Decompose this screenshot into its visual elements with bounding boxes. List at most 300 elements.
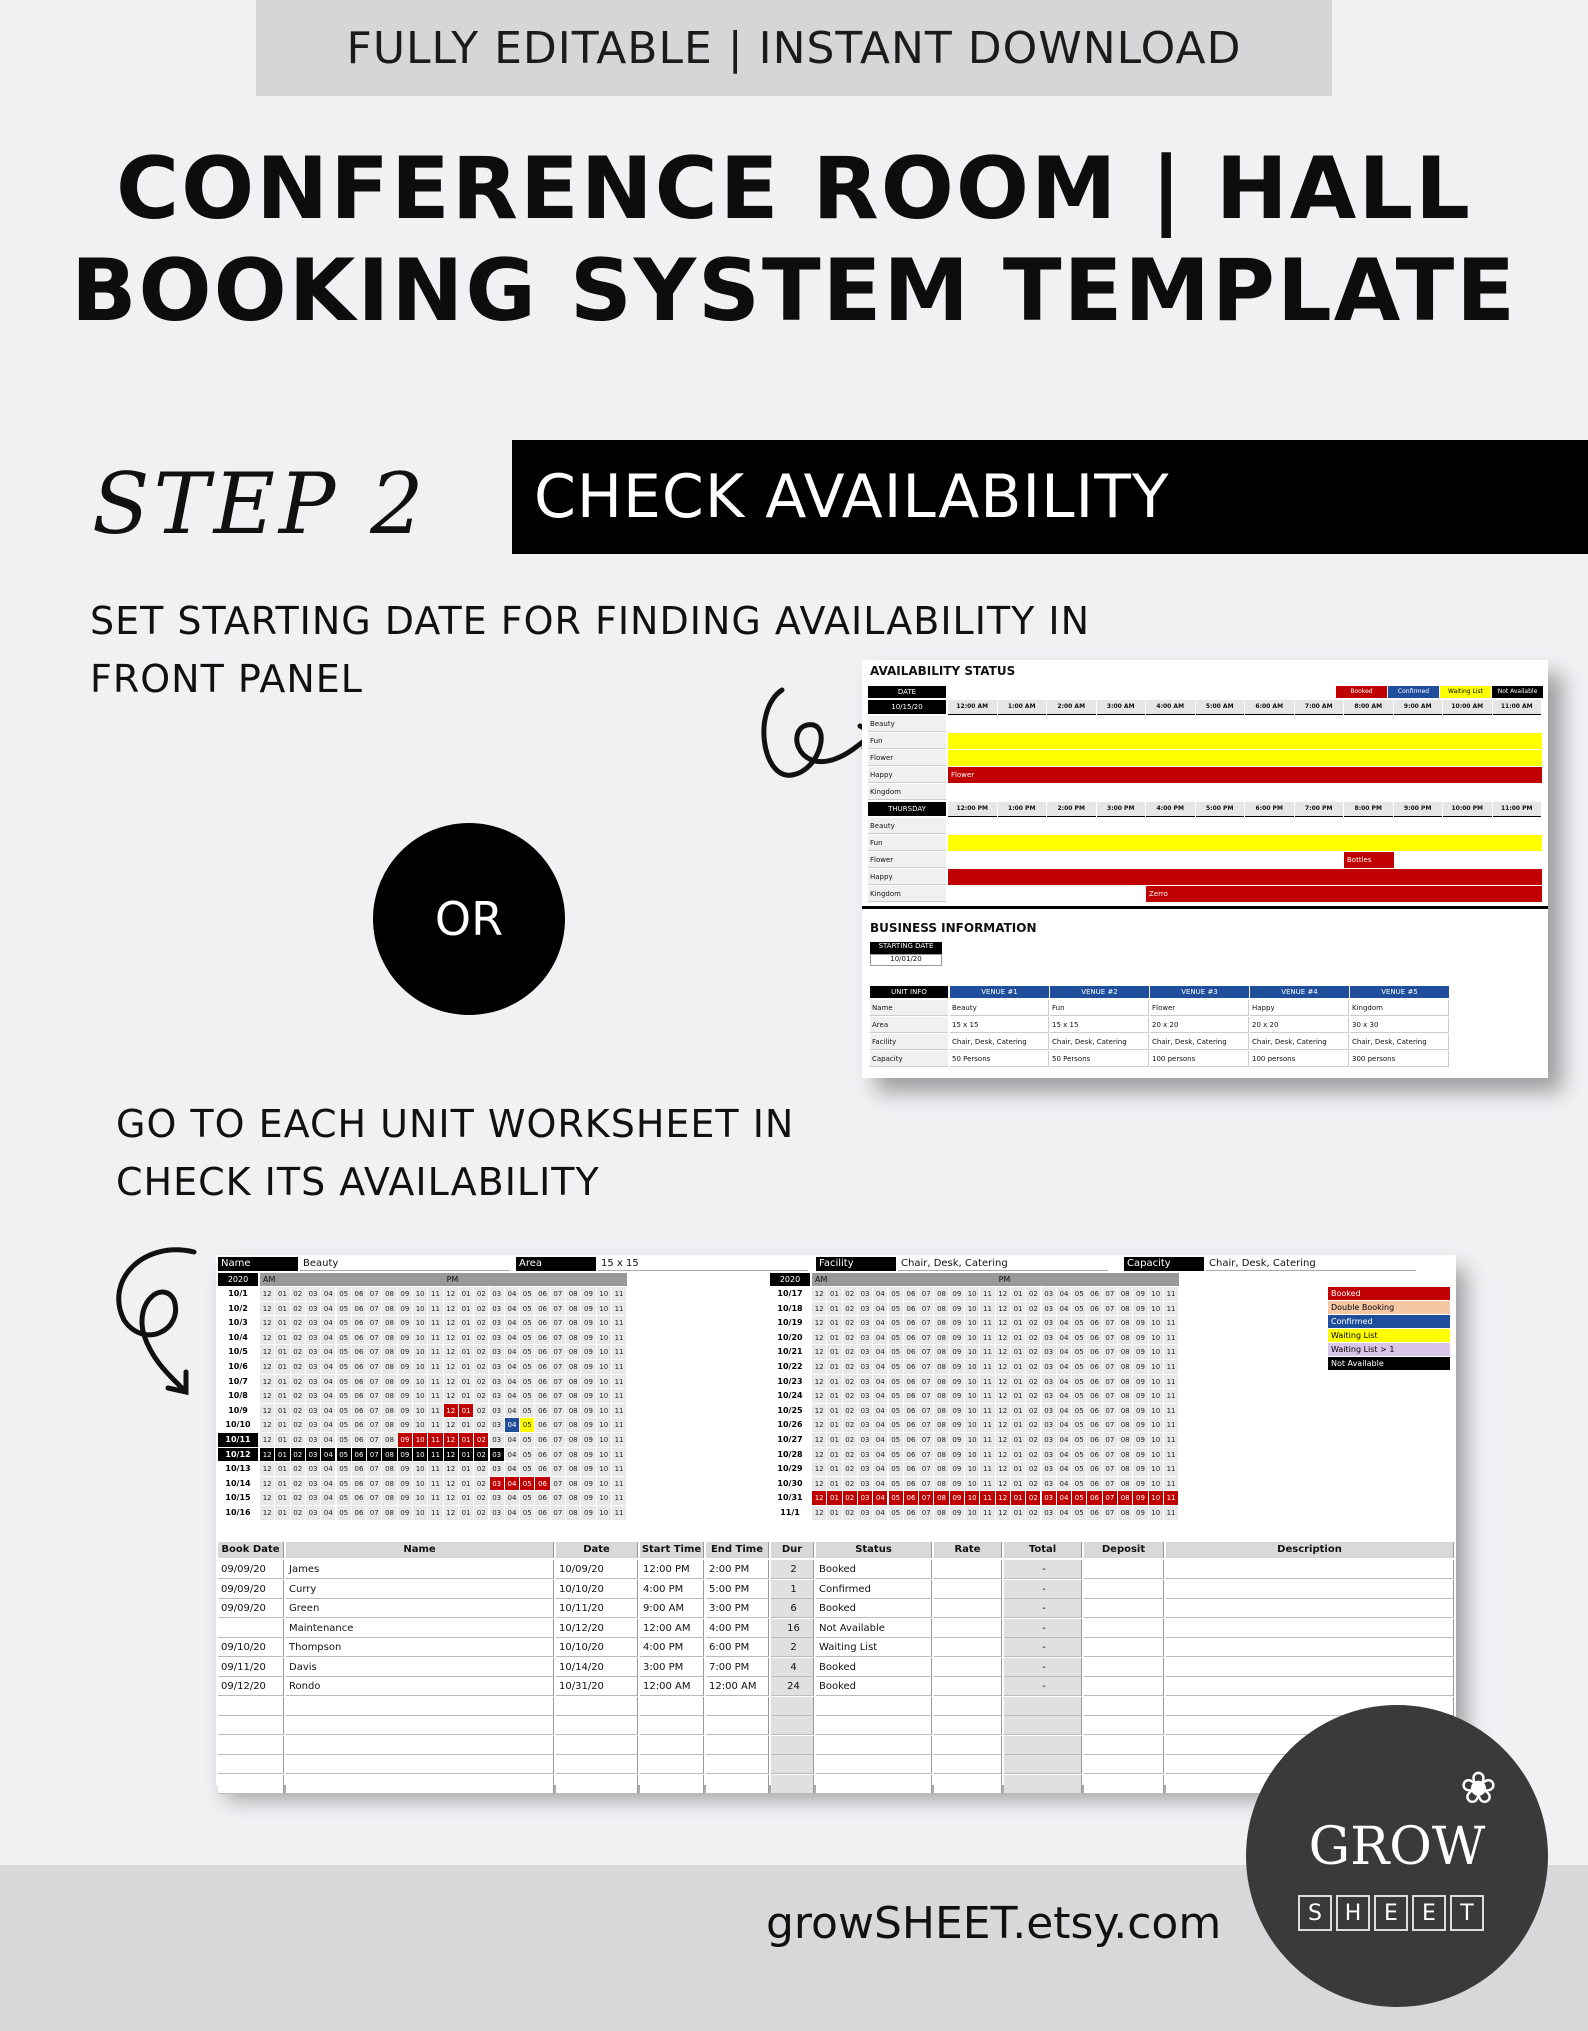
hour-cell[interactable]: 09 <box>1133 1287 1147 1301</box>
hour-cell[interactable]: 04 <box>873 1462 887 1476</box>
hour-cell[interactable]: 08 <box>1118 1287 1132 1301</box>
hour-cell[interactable]: 05 <box>337 1316 351 1330</box>
hour-cell[interactable]: 10 <box>965 1316 979 1330</box>
hour-cell[interactable]: 06 <box>535 1375 549 1389</box>
hour-cell[interactable]: 08 <box>934 1345 948 1359</box>
hour-cell[interactable]: 02 <box>291 1287 305 1301</box>
empty-cell[interactable] <box>286 1775 554 1794</box>
hour-cell[interactable]: 07 <box>1103 1491 1117 1505</box>
hour-cell[interactable]: 03 <box>490 1462 504 1476</box>
hour-cell[interactable]: 07 <box>551 1287 565 1301</box>
hour-cell[interactable]: 11 <box>428 1389 442 1403</box>
hour-cell[interactable]: 01 <box>827 1506 841 1520</box>
hour-cell[interactable]: 05 <box>889 1302 903 1316</box>
hour-cell[interactable]: 06 <box>535 1287 549 1301</box>
hour-cell[interactable]: 10 <box>1149 1360 1163 1374</box>
hour-cell[interactable]: 03 <box>490 1360 504 1374</box>
hour-cell[interactable]: 07 <box>551 1448 565 1462</box>
hour-cell[interactable]: 05 <box>1072 1491 1086 1505</box>
hour-cell[interactable]: 03 <box>1042 1433 1056 1447</box>
hour-cell[interactable]: 07 <box>367 1491 381 1505</box>
table-cell[interactable]: Booked <box>816 1560 932 1579</box>
hour-cell[interactable]: 01 <box>1011 1302 1025 1316</box>
hour-cell[interactable]: 11 <box>428 1448 442 1462</box>
hour-cell[interactable]: 08 <box>566 1418 580 1432</box>
empty-cell[interactable] <box>706 1775 769 1794</box>
hour-cell[interactable]: 01 <box>1011 1316 1025 1330</box>
hour-cell[interactable]: 08 <box>566 1491 580 1505</box>
hour-cell[interactable]: 06 <box>904 1302 918 1316</box>
hour-cell[interactable]: 11 <box>1164 1418 1178 1432</box>
hour-cell[interactable]: 02 <box>843 1331 857 1345</box>
hour-cell[interactable]: 12 <box>260 1433 274 1447</box>
table-cell[interactable] <box>1084 1560 1164 1579</box>
hour-cell[interactable]: 05 <box>520 1477 534 1491</box>
cal-date[interactable]: 10/9 <box>218 1404 258 1418</box>
hour-cell[interactable]: 03 <box>490 1491 504 1505</box>
hour-cell[interactable]: 03 <box>306 1345 320 1359</box>
hour-cell[interactable]: 07 <box>367 1287 381 1301</box>
hour-cell[interactable]: 06 <box>535 1302 549 1316</box>
hour-cell[interactable]: 06 <box>535 1316 549 1330</box>
hour-cell[interactable]: 10 <box>413 1448 427 1462</box>
hour-cell[interactable]: 12 <box>444 1375 458 1389</box>
hour-cell[interactable]: 02 <box>843 1360 857 1374</box>
hour-cell[interactable]: 02 <box>474 1477 488 1491</box>
hour-cell[interactable]: 09 <box>1133 1418 1147 1432</box>
hour-cell[interactable]: 10 <box>965 1287 979 1301</box>
hour-cell[interactable]: 05 <box>520 1360 534 1374</box>
hour-cell[interactable]: 02 <box>1026 1462 1040 1476</box>
hour-cell[interactable]: 08 <box>1118 1331 1132 1345</box>
hour-cell[interactable]: 04 <box>321 1360 335 1374</box>
hour-cell[interactable]: 01 <box>459 1316 473 1330</box>
hour-cell[interactable]: 01 <box>459 1433 473 1447</box>
hour-cell[interactable]: 08 <box>566 1302 580 1316</box>
hour-cell[interactable]: 02 <box>843 1418 857 1432</box>
hour-cell[interactable]: 04 <box>321 1462 335 1476</box>
hour-cell[interactable]: 11 <box>612 1302 626 1316</box>
hour-cell[interactable]: 08 <box>934 1389 948 1403</box>
table-cell[interactable] <box>1084 1580 1164 1599</box>
hour-cell[interactable]: 08 <box>566 1462 580 1476</box>
hour-cell[interactable]: 03 <box>858 1345 872 1359</box>
unit-info-value[interactable]: Chair, Desk, Catering <box>898 1257 1108 1271</box>
hour-cell[interactable]: 05 <box>520 1331 534 1345</box>
hour-cell[interactable]: 07 <box>1103 1462 1117 1476</box>
table-cell[interactable]: 10/12/20 <box>556 1619 638 1638</box>
hour-cell[interactable]: 04 <box>1057 1404 1071 1418</box>
hour-cell[interactable]: 10 <box>597 1491 611 1505</box>
hour-cell[interactable]: 10 <box>1149 1302 1163 1316</box>
hour-cell[interactable]: 04 <box>1057 1331 1071 1345</box>
hour-cell[interactable]: 08 <box>934 1331 948 1345</box>
info-cell[interactable]: Chair, Desk, Catering <box>1050 1034 1149 1050</box>
hour-cell[interactable]: 11 <box>1164 1462 1178 1476</box>
hour-cell[interactable]: 09 <box>950 1375 964 1389</box>
hour-cell[interactable]: 04 <box>873 1302 887 1316</box>
hour-cell[interactable]: 04 <box>505 1375 519 1389</box>
hour-cell[interactable]: 04 <box>1057 1375 1071 1389</box>
hour-cell[interactable]: 02 <box>843 1462 857 1476</box>
hour-cell[interactable]: 04 <box>873 1345 887 1359</box>
hour-cell[interactable]: 04 <box>1057 1345 1071 1359</box>
hour-cell[interactable]: 07 <box>367 1302 381 1316</box>
hour-cell[interactable]: 04 <box>873 1418 887 1432</box>
table-cell[interactable]: 10/09/20 <box>556 1560 638 1579</box>
cal-date[interactable]: 10/30 <box>770 1477 810 1491</box>
table-cell[interactable]: 4 <box>771 1658 814 1677</box>
table-cell[interactable]: 3:00 PM <box>640 1658 704 1677</box>
hour-cell[interactable]: 11 <box>428 1462 442 1476</box>
info-cell[interactable]: Fun <box>1050 1000 1149 1016</box>
hour-cell[interactable]: 02 <box>843 1433 857 1447</box>
table-cell[interactable]: Confirmed <box>816 1580 932 1599</box>
cal-date[interactable]: 10/12 <box>218 1448 258 1462</box>
hour-cell[interactable]: 01 <box>1011 1375 1025 1389</box>
hour-cell[interactable]: 12 <box>260 1477 274 1491</box>
hour-cell[interactable]: 03 <box>1042 1448 1056 1462</box>
table-cell[interactable]: - <box>1004 1560 1082 1579</box>
hour-cell[interactable]: 12 <box>444 1404 458 1418</box>
table-cell[interactable]: 09/09/20 <box>218 1580 284 1599</box>
hour-cell[interactable]: 12 <box>812 1389 826 1403</box>
hour-cell[interactable]: 05 <box>337 1360 351 1374</box>
hour-cell[interactable]: 04 <box>873 1331 887 1345</box>
hour-cell[interactable]: 04 <box>1057 1389 1071 1403</box>
hour-cell[interactable]: 09 <box>950 1418 964 1432</box>
hour-cell[interactable]: 03 <box>306 1287 320 1301</box>
hour-cell[interactable]: 05 <box>1072 1287 1086 1301</box>
hour-cell[interactable]: 01 <box>459 1287 473 1301</box>
hour-cell[interactable]: 07 <box>919 1448 933 1462</box>
hour-cell[interactable]: 06 <box>1087 1375 1101 1389</box>
table-cell[interactable]: 12:00 PM <box>640 1560 704 1579</box>
hour-cell[interactable]: 09 <box>581 1287 595 1301</box>
hour-cell[interactable]: 03 <box>858 1433 872 1447</box>
hour-cell[interactable]: 09 <box>581 1491 595 1505</box>
hour-cell[interactable]: 03 <box>490 1302 504 1316</box>
hour-cell[interactable]: 08 <box>382 1375 396 1389</box>
cal-date[interactable]: 10/31 <box>770 1491 810 1505</box>
empty-cell[interactable] <box>816 1775 932 1794</box>
hour-cell[interactable]: 04 <box>321 1491 335 1505</box>
hour-cell[interactable]: 11 <box>980 1506 994 1520</box>
hour-cell[interactable]: 11 <box>428 1360 442 1374</box>
hour-cell[interactable]: 06 <box>904 1418 918 1432</box>
hour-cell[interactable]: 04 <box>1057 1287 1071 1301</box>
hour-cell[interactable]: 01 <box>1011 1404 1025 1418</box>
hour-cell[interactable]: 03 <box>858 1491 872 1505</box>
hour-cell[interactable]: 11 <box>612 1404 626 1418</box>
hour-cell[interactable]: 11 <box>1164 1477 1178 1491</box>
hour-cell[interactable]: 10 <box>1149 1462 1163 1476</box>
hour-cell[interactable]: 03 <box>858 1477 872 1491</box>
hour-cell[interactable]: 12 <box>812 1491 826 1505</box>
hour-cell[interactable]: 03 <box>490 1418 504 1432</box>
hour-cell[interactable]: 03 <box>1042 1462 1056 1476</box>
hour-cell[interactable]: 01 <box>275 1302 289 1316</box>
hour-cell[interactable]: 07 <box>551 1462 565 1476</box>
hour-cell[interactable]: 10 <box>1149 1345 1163 1359</box>
hour-cell[interactable]: 05 <box>337 1389 351 1403</box>
hour-cell[interactable]: 09 <box>950 1491 964 1505</box>
table-cell[interactable]: 09/12/20 <box>218 1677 284 1696</box>
hour-cell[interactable]: 09 <box>1133 1389 1147 1403</box>
hour-cell[interactable]: 10 <box>1149 1418 1163 1432</box>
hour-cell[interactable]: 03 <box>490 1433 504 1447</box>
hour-cell[interactable]: 08 <box>382 1287 396 1301</box>
hour-cell[interactable]: 03 <box>1042 1491 1056 1505</box>
hour-cell[interactable]: 10 <box>597 1302 611 1316</box>
starting-date-input[interactable]: 10/01/20 <box>870 954 942 966</box>
hour-cell[interactable]: 05 <box>520 1448 534 1462</box>
hour-cell[interactable]: 08 <box>382 1462 396 1476</box>
hour-cell[interactable]: 02 <box>291 1462 305 1476</box>
hour-cell[interactable]: 06 <box>535 1506 549 1520</box>
hour-cell[interactable]: 01 <box>827 1477 841 1491</box>
table-cell[interactable] <box>934 1560 1002 1579</box>
hour-cell[interactable]: 05 <box>1072 1433 1086 1447</box>
hour-cell[interactable]: 03 <box>1042 1404 1056 1418</box>
hour-cell[interactable]: 12 <box>444 1331 458 1345</box>
cal-date[interactable]: 10/6 <box>218 1360 258 1374</box>
hour-cell[interactable]: 10 <box>597 1418 611 1432</box>
hour-cell[interactable]: 02 <box>474 1462 488 1476</box>
table-cell[interactable]: 09/09/20 <box>218 1599 284 1618</box>
hour-cell[interactable]: 06 <box>352 1360 366 1374</box>
hour-cell[interactable]: 07 <box>1103 1433 1117 1447</box>
table-cell[interactable] <box>1166 1619 1454 1638</box>
hour-cell[interactable]: 10 <box>1149 1404 1163 1418</box>
hour-cell[interactable]: 01 <box>275 1345 289 1359</box>
hour-cell[interactable]: 11 <box>1164 1375 1178 1389</box>
hour-cell[interactable]: 01 <box>1011 1448 1025 1462</box>
hour-cell[interactable]: 12 <box>812 1462 826 1476</box>
empty-cell[interactable] <box>706 1716 769 1735</box>
table-cell[interactable]: 1 <box>771 1580 814 1599</box>
hour-cell[interactable]: 04 <box>505 1433 519 1447</box>
table-cell[interactable] <box>1166 1580 1454 1599</box>
hour-cell[interactable]: 09 <box>398 1316 412 1330</box>
hour-cell[interactable]: 10 <box>965 1345 979 1359</box>
hour-cell[interactable]: 06 <box>904 1331 918 1345</box>
hour-cell[interactable]: 12 <box>260 1360 274 1374</box>
hour-cell[interactable]: 09 <box>950 1316 964 1330</box>
hour-cell[interactable]: 10 <box>413 1360 427 1374</box>
hour-cell[interactable]: 12 <box>444 1448 458 1462</box>
hour-cell[interactable]: 04 <box>505 1345 519 1359</box>
hour-cell[interactable]: 01 <box>827 1433 841 1447</box>
hour-cell[interactable]: 02 <box>1026 1375 1040 1389</box>
hour-cell[interactable]: 03 <box>1042 1389 1056 1403</box>
cal-date[interactable]: 10/28 <box>770 1448 810 1462</box>
hour-cell[interactable]: 02 <box>291 1360 305 1374</box>
hour-cell[interactable]: 07 <box>551 1418 565 1432</box>
table-cell[interactable]: Curry <box>286 1580 554 1599</box>
hour-cell[interactable]: 01 <box>827 1360 841 1374</box>
hour-cell[interactable]: 07 <box>919 1375 933 1389</box>
hour-cell[interactable]: 07 <box>919 1316 933 1330</box>
hour-cell[interactable]: 04 <box>1057 1433 1071 1447</box>
hour-cell[interactable]: 04 <box>873 1316 887 1330</box>
hour-cell[interactable]: 04 <box>873 1477 887 1491</box>
hour-cell[interactable]: 02 <box>843 1316 857 1330</box>
hour-cell[interactable]: 04 <box>873 1506 887 1520</box>
hour-cell[interactable]: 05 <box>337 1345 351 1359</box>
hour-cell[interactable]: 02 <box>291 1448 305 1462</box>
hour-cell[interactable]: 09 <box>398 1389 412 1403</box>
hour-cell[interactable]: 12 <box>260 1448 274 1462</box>
hour-cell[interactable]: 03 <box>306 1404 320 1418</box>
empty-cell[interactable] <box>1004 1736 1082 1755</box>
hour-cell[interactable]: 05 <box>337 1302 351 1316</box>
hour-cell[interactable]: 02 <box>291 1433 305 1447</box>
info-cell[interactable]: 50 Persons <box>950 1051 1049 1067</box>
hour-cell[interactable]: 01 <box>275 1360 289 1374</box>
hour-cell[interactable]: 01 <box>1011 1331 1025 1345</box>
hour-cell[interactable]: 07 <box>367 1477 381 1491</box>
hour-cell[interactable]: 08 <box>1118 1433 1132 1447</box>
empty-cell[interactable] <box>218 1716 284 1735</box>
empty-cell[interactable] <box>771 1736 814 1755</box>
hour-cell[interactable]: 05 <box>337 1462 351 1476</box>
table-cell[interactable]: 12:00 AM <box>640 1677 704 1696</box>
hour-cell[interactable]: 11 <box>612 1375 626 1389</box>
hour-cell[interactable]: 04 <box>505 1404 519 1418</box>
hour-cell[interactable]: 07 <box>1103 1506 1117 1520</box>
hour-cell[interactable]: 01 <box>1011 1418 1025 1432</box>
hour-cell[interactable]: 02 <box>474 1404 488 1418</box>
hour-cell[interactable]: 05 <box>1072 1375 1086 1389</box>
hour-cell[interactable]: 03 <box>858 1302 872 1316</box>
hour-cell[interactable]: 11 <box>612 1491 626 1505</box>
hour-cell[interactable]: 10 <box>597 1375 611 1389</box>
hour-cell[interactable]: 07 <box>1103 1448 1117 1462</box>
table-cell[interactable] <box>934 1638 1002 1657</box>
hour-cell[interactable]: 01 <box>275 1462 289 1476</box>
hour-cell[interactable]: 07 <box>367 1448 381 1462</box>
table-cell[interactable] <box>1166 1658 1454 1677</box>
hour-cell[interactable]: 09 <box>1133 1375 1147 1389</box>
hour-cell[interactable]: 12 <box>996 1316 1010 1330</box>
hour-cell[interactable]: 06 <box>1087 1316 1101 1330</box>
hour-cell[interactable]: 12 <box>260 1462 274 1476</box>
hour-cell[interactable]: 10 <box>413 1287 427 1301</box>
hour-cell[interactable]: 08 <box>382 1302 396 1316</box>
hour-cell[interactable]: 06 <box>1087 1433 1101 1447</box>
hour-cell[interactable]: 06 <box>352 1345 366 1359</box>
hour-cell[interactable]: 09 <box>581 1418 595 1432</box>
hour-cell[interactable]: 01 <box>459 1418 473 1432</box>
info-cell[interactable]: 20 x 20 <box>1250 1017 1349 1033</box>
hour-cell[interactable]: 09 <box>1133 1462 1147 1476</box>
hour-cell[interactable]: 02 <box>474 1287 488 1301</box>
hour-cell[interactable]: 10 <box>965 1433 979 1447</box>
hour-cell[interactable]: 10 <box>965 1302 979 1316</box>
hour-cell[interactable]: 09 <box>1133 1404 1147 1418</box>
cal-date[interactable]: 10/19 <box>770 1316 810 1330</box>
table-cell[interactable]: 9:00 AM <box>640 1599 704 1618</box>
hour-cell[interactable]: 09 <box>950 1404 964 1418</box>
hour-cell[interactable]: 01 <box>275 1506 289 1520</box>
hour-cell[interactable]: 09 <box>398 1462 412 1476</box>
empty-cell[interactable] <box>286 1755 554 1774</box>
empty-cell[interactable] <box>771 1755 814 1774</box>
hour-cell[interactable]: 04 <box>321 1331 335 1345</box>
info-cell[interactable]: Chair, Desk, Catering <box>1250 1034 1349 1050</box>
hour-cell[interactable]: 04 <box>505 1360 519 1374</box>
hour-cell[interactable]: 07 <box>919 1491 933 1505</box>
hour-cell[interactable]: 01 <box>275 1404 289 1418</box>
empty-cell[interactable] <box>286 1736 554 1755</box>
hour-cell[interactable]: 08 <box>382 1316 396 1330</box>
cal-date[interactable]: 10/5 <box>218 1345 258 1359</box>
hour-cell[interactable]: 04 <box>1057 1316 1071 1330</box>
hour-cell[interactable]: 06 <box>352 1302 366 1316</box>
table-cell[interactable] <box>1166 1599 1454 1618</box>
hour-cell[interactable]: 12 <box>812 1404 826 1418</box>
hour-cell[interactable]: 11 <box>1164 1433 1178 1447</box>
hour-cell[interactable]: 02 <box>291 1331 305 1345</box>
hour-cell[interactable]: 05 <box>889 1418 903 1432</box>
hour-cell[interactable]: 07 <box>367 1316 381 1330</box>
empty-cell[interactable] <box>934 1775 1002 1794</box>
hour-cell[interactable]: 09 <box>581 1477 595 1491</box>
hour-cell[interactable]: 03 <box>490 1375 504 1389</box>
hour-cell[interactable]: 06 <box>352 1462 366 1476</box>
hour-cell[interactable]: 04 <box>505 1302 519 1316</box>
hour-cell[interactable]: 03 <box>1042 1345 1056 1359</box>
hour-cell[interactable]: 05 <box>337 1375 351 1389</box>
hour-cell[interactable]: 01 <box>459 1462 473 1476</box>
hour-cell[interactable]: 03 <box>1042 1375 1056 1389</box>
hour-cell[interactable]: 12 <box>260 1302 274 1316</box>
hour-cell[interactable]: 05 <box>1072 1448 1086 1462</box>
hour-cell[interactable]: 10 <box>965 1389 979 1403</box>
hour-cell[interactable]: 04 <box>321 1389 335 1403</box>
info-cell[interactable]: Chair, Desk, Catering <box>950 1034 1049 1050</box>
hour-cell[interactable]: 03 <box>1042 1477 1056 1491</box>
hour-cell[interactable]: 05 <box>1072 1389 1086 1403</box>
hour-cell[interactable]: 02 <box>474 1491 488 1505</box>
hour-cell[interactable]: 11 <box>612 1462 626 1476</box>
hour-cell[interactable]: 06 <box>1087 1404 1101 1418</box>
hour-cell[interactable]: 01 <box>459 1302 473 1316</box>
hour-cell[interactable]: 11 <box>980 1477 994 1491</box>
hour-cell[interactable]: 12 <box>996 1302 1010 1316</box>
table-cell[interactable] <box>1084 1599 1164 1618</box>
table-cell[interactable]: Not Available <box>816 1619 932 1638</box>
empty-cell[interactable] <box>934 1736 1002 1755</box>
hour-cell[interactable]: 03 <box>306 1389 320 1403</box>
hour-cell[interactable]: 08 <box>566 1375 580 1389</box>
hour-cell[interactable]: 10 <box>413 1433 427 1447</box>
hour-cell[interactable]: 12 <box>812 1302 826 1316</box>
hour-cell[interactable]: 12 <box>444 1433 458 1447</box>
table-cell[interactable] <box>1084 1658 1164 1677</box>
hour-cell[interactable]: 09 <box>1133 1433 1147 1447</box>
table-cell[interactable]: - <box>1004 1580 1082 1599</box>
hour-cell[interactable]: 03 <box>306 1302 320 1316</box>
hour-cell[interactable]: 06 <box>1087 1360 1101 1374</box>
hour-cell[interactable]: 05 <box>337 1331 351 1345</box>
hour-cell[interactable]: 03 <box>490 1287 504 1301</box>
hour-cell[interactable]: 10 <box>965 1418 979 1432</box>
hour-cell[interactable]: 12 <box>996 1448 1010 1462</box>
hour-cell[interactable]: 12 <box>996 1404 1010 1418</box>
hour-cell[interactable]: 06 <box>1087 1302 1101 1316</box>
